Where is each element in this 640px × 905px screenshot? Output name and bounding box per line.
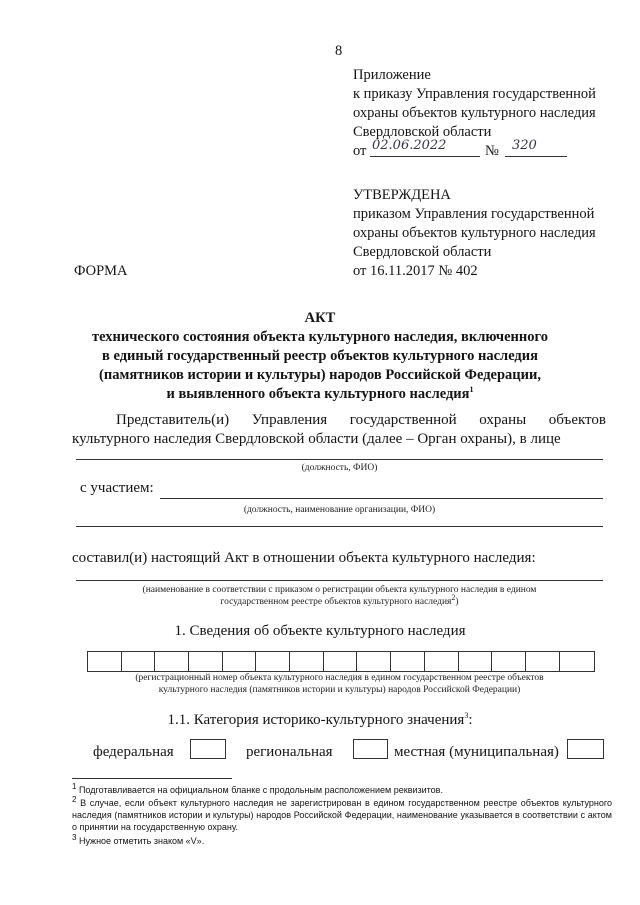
act-line2: в единый государственный реестр объектов культурного наследия [102,348,538,364]
caption-name-line2: государственном реестре объектов культурного наследия [220,597,452,607]
composed-label: составил(и) настоящий Акт в отношении объекта культурного наследия: [72,550,536,566]
act-line3: (памятников истории и культуры) народов Российской Федерации, [99,367,541,383]
option-federal-label: федеральная [93,744,174,760]
registration-number-grid[interactable] [87,651,595,672]
caption-name-mark: 2 [451,592,456,602]
section1-1-title-end: : [468,712,473,728]
approved-line2: охраны объектов культурного наследия [353,225,596,241]
approved-title: УТВЕРЖДЕНА [353,187,451,203]
act-line4: и выявленного объекта культурного наследия [166,386,470,402]
footnote-separator [72,778,232,779]
footnote-2 [72,797,612,833]
approved-line1: приказом Управления государственной [353,206,595,222]
line-participation [160,498,603,499]
option-local-label: местная (муниципальная) [394,744,559,760]
form-label: ФОРМА [74,263,128,279]
option-regional-label: региональная [246,744,333,760]
p1-line2: культурного наследия Свердловской области (далее – Орган охраны), в лице [72,431,561,447]
appendix-line2: к приказу Управления государственной [353,86,596,102]
reg-caption-line1: (регистрационный номер объекта культурного наследия в едином государственном реестре объектов [135,673,544,683]
reg-cell[interactable] [425,652,459,671]
act-footnote-mark: 1 [469,385,474,395]
reg-cell[interactable] [122,652,156,671]
checkbox-federal[interactable] [190,739,226,759]
reg-cell[interactable] [189,652,223,671]
footnote-3 [72,835,612,847]
approved-block [353,186,596,281]
approved-line4: от 16.11.2017 № 402 [353,263,478,279]
checkbox-local[interactable] [567,739,604,759]
appendix-line1: Приложение [353,67,431,83]
line-position-fio [76,459,603,460]
act-title: АКТ [304,310,336,326]
reg-cell[interactable] [358,652,392,671]
reg-caption-line2: культурного наследия (памятников истории и культуры) народов Российской Федерации) [158,685,521,695]
reg-cell[interactable] [526,652,560,671]
caption-object-name [76,584,603,608]
approved-line3: Свердловской области [353,244,492,260]
footnote-1-mark: 1 [72,782,77,791]
participation-label: с участием: [80,480,154,496]
section1-1-title-wrap [60,711,580,730]
reg-cell[interactable] [290,652,324,671]
appendix-number-prefix: № [485,143,499,159]
section1-title: 1. Сведения об объекте культурного наследия [174,623,466,639]
appendix-number-value: 320 [512,138,537,153]
reg-cell[interactable] [459,652,493,671]
footnote-2-mark: 2 [72,795,77,804]
footnote-3-mark: 3 [72,833,77,842]
footnote-1-text: Подготавливается на официальном бланке с продольным расположением реквизитов. [76,785,443,795]
footnote-2-text: В случае, если объект культурного наследия не зарегистрирован в едином государственном реестре объектов культурного наследия (памятников истории и культуры) народов Российской Федерации, наименование указывается в соответствии с актом о принятии на государственную охрану. [72,798,612,832]
page-number: 8 [335,43,343,59]
act-line4-wrap [60,385,580,404]
appendix-date-value: 02.06.2022 [372,138,447,153]
appendix-block [353,66,596,142]
reg-cell[interactable] [88,652,122,671]
reg-cell[interactable] [560,652,594,671]
caption-name-line2-wrap [76,592,603,608]
caption-position-org-fio: (должность, наименование организации, ФИО) [243,505,436,515]
reg-cell[interactable] [492,652,526,671]
caption-name-end: ) [455,597,459,607]
line-object-name [76,580,603,581]
footnote-1 [72,784,612,796]
footnote-3-text: Нужное отметить знаком «V». [76,836,205,846]
appendix-date-prefix: от [353,143,367,159]
caption-name-line1: (наименование в соответствии с приказом о регистрации объекта культурного наследия в едином [142,585,537,595]
reg-cell[interactable] [324,652,358,671]
act-title-block [60,309,580,404]
reg-cell[interactable] [391,652,425,671]
appendix-line3: охраны объектов культурного наследия [353,105,596,121]
section1-1-footnote-mark: 3 [464,711,469,720]
act-line1: технического состояния объекта культурного наследия, включенного [92,329,548,345]
line-participation-2 [76,526,603,527]
reg-cell[interactable] [155,652,189,671]
reg-caption [76,672,603,696]
p1-line1: Представитель(и) Управления государственной охраны объектов [116,412,606,428]
section1-1-title: 1.1. Категория историко-культурного значения [167,712,465,728]
reg-cell[interactable] [257,652,291,671]
caption-position-fio: (должность, ФИО) [301,463,378,473]
reg-cell[interactable] [223,652,257,671]
checkbox-regional[interactable] [353,739,388,759]
appendix-line4: Свердловской области [353,124,492,140]
